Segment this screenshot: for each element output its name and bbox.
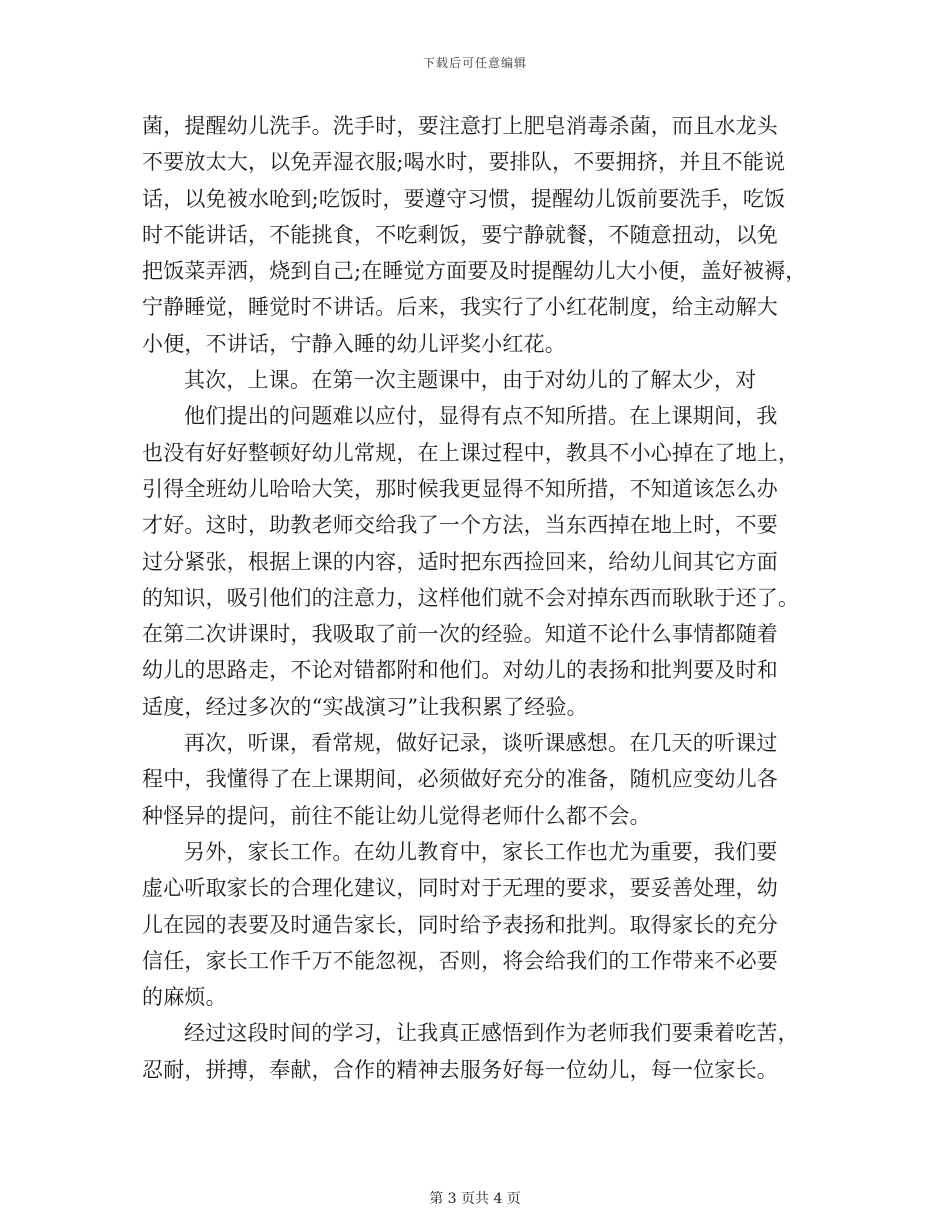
document-body [142,108,832,1088]
text-line: 的麻烦。 [142,985,227,1010]
text-line: 时不能讲话，不能挑食，不吃剩饭，要宁静就餐，不随意扭动，以免 [142,222,778,247]
text-line: 程中，我懂得了在上课期间，必须做好充分的准备，随机应变幼儿各 [142,767,778,792]
page-header: 下载后可任意编辑 [422,56,527,70]
text-line: 过分紧张，根据上课的内容，适时把东西捡回来，给幼儿间其它方面 [142,549,778,574]
text-line: 幼儿的思路走，不论对错都附和他们。对幼儿的表扬和批判要及时和 [142,658,778,683]
text-line: 种怪异的提问，前往不能让幼儿觉得老师什么都不会。 [142,803,651,828]
text-line: 他们提出的问题难以应付，显得有点不知所措。在上课期间，我 [184,404,778,429]
text-line: 引得全班幼儿哈哈大笑，那时候我更显得不知所措，不知道该怎么办 [142,476,778,501]
text-line: 再次，听课，看常规，做好记录，谈听课感想。在几天的听课过 [184,731,778,756]
text-line: 也没有好好整顿好幼儿常规，在上课过程中，教具不小心掉在了地上， [142,440,800,465]
text-line: 不要放太大，以免弄湿衣服;喝水时，要排队，不要拥挤，并且不能说 [142,150,786,175]
text-line: 的知识，吸引他们的注意力，这样他们就不会对掉东西而耿耿于还了。 [142,585,800,610]
text-line: 小便，不讲话，宁静入睡的幼儿评奖小红花。 [142,331,566,356]
text-line: 把饭菜弄洒，烧到自己;在睡觉方面要及时提醒幼儿大小便，盖好被褥， [142,259,807,284]
text-line: 在第二次讲课时，我吸取了前一次的经验。知道不论什么事情都随着 [142,622,778,647]
text-line: 适度，经过多次的“实战演习”让我积累了经验。 [142,694,588,719]
text-line: 另外，家长工作。在幼儿教育中，家长工作也尤为重要，我们要 [184,839,778,864]
text-line: 信任，家长工作千万不能忽视，否则，将会给我们的工作带来不必要 [142,948,778,973]
text-line: 话，以免被水呛到;吃饭时，要遵守习惯，提醒幼儿饭前要洗手，吃饭 [142,186,786,211]
page-footer: 第 3 页共 4 页 [429,1191,521,1207]
text-line: 经过这段时间的学习，让我真正感悟到作为老师我们要秉着吃苦， [184,1021,799,1046]
text-line: 忍耐，拼搏，奉献，合作的精神去服务好每一位幼儿，每一位家长。 [142,1057,778,1082]
text-line: 其次，上课。在第一次主题课中，由于对幼儿的了解太少，对 [184,368,757,393]
text-line: 儿在园的表要及时通告家长，同时给予表扬和批判。取得家长的充分 [142,912,778,937]
text-line: 菌，提醒幼儿洗手。洗手时，要注意打上肥皂消毒杀菌，而且水龙头 [142,114,778,138]
text-line: 虚心听取家长的合理化建议，同时对于无理的要求，要妥善处理，幼 [142,876,778,901]
text-line: 宁静睡觉，睡觉时不讲话。后来，我实行了小红花制度，给主动解大 [142,295,778,320]
text-line: 才好。这时，助教老师交给我了一个方法，当东西掉在地上时，不要 [142,513,778,538]
